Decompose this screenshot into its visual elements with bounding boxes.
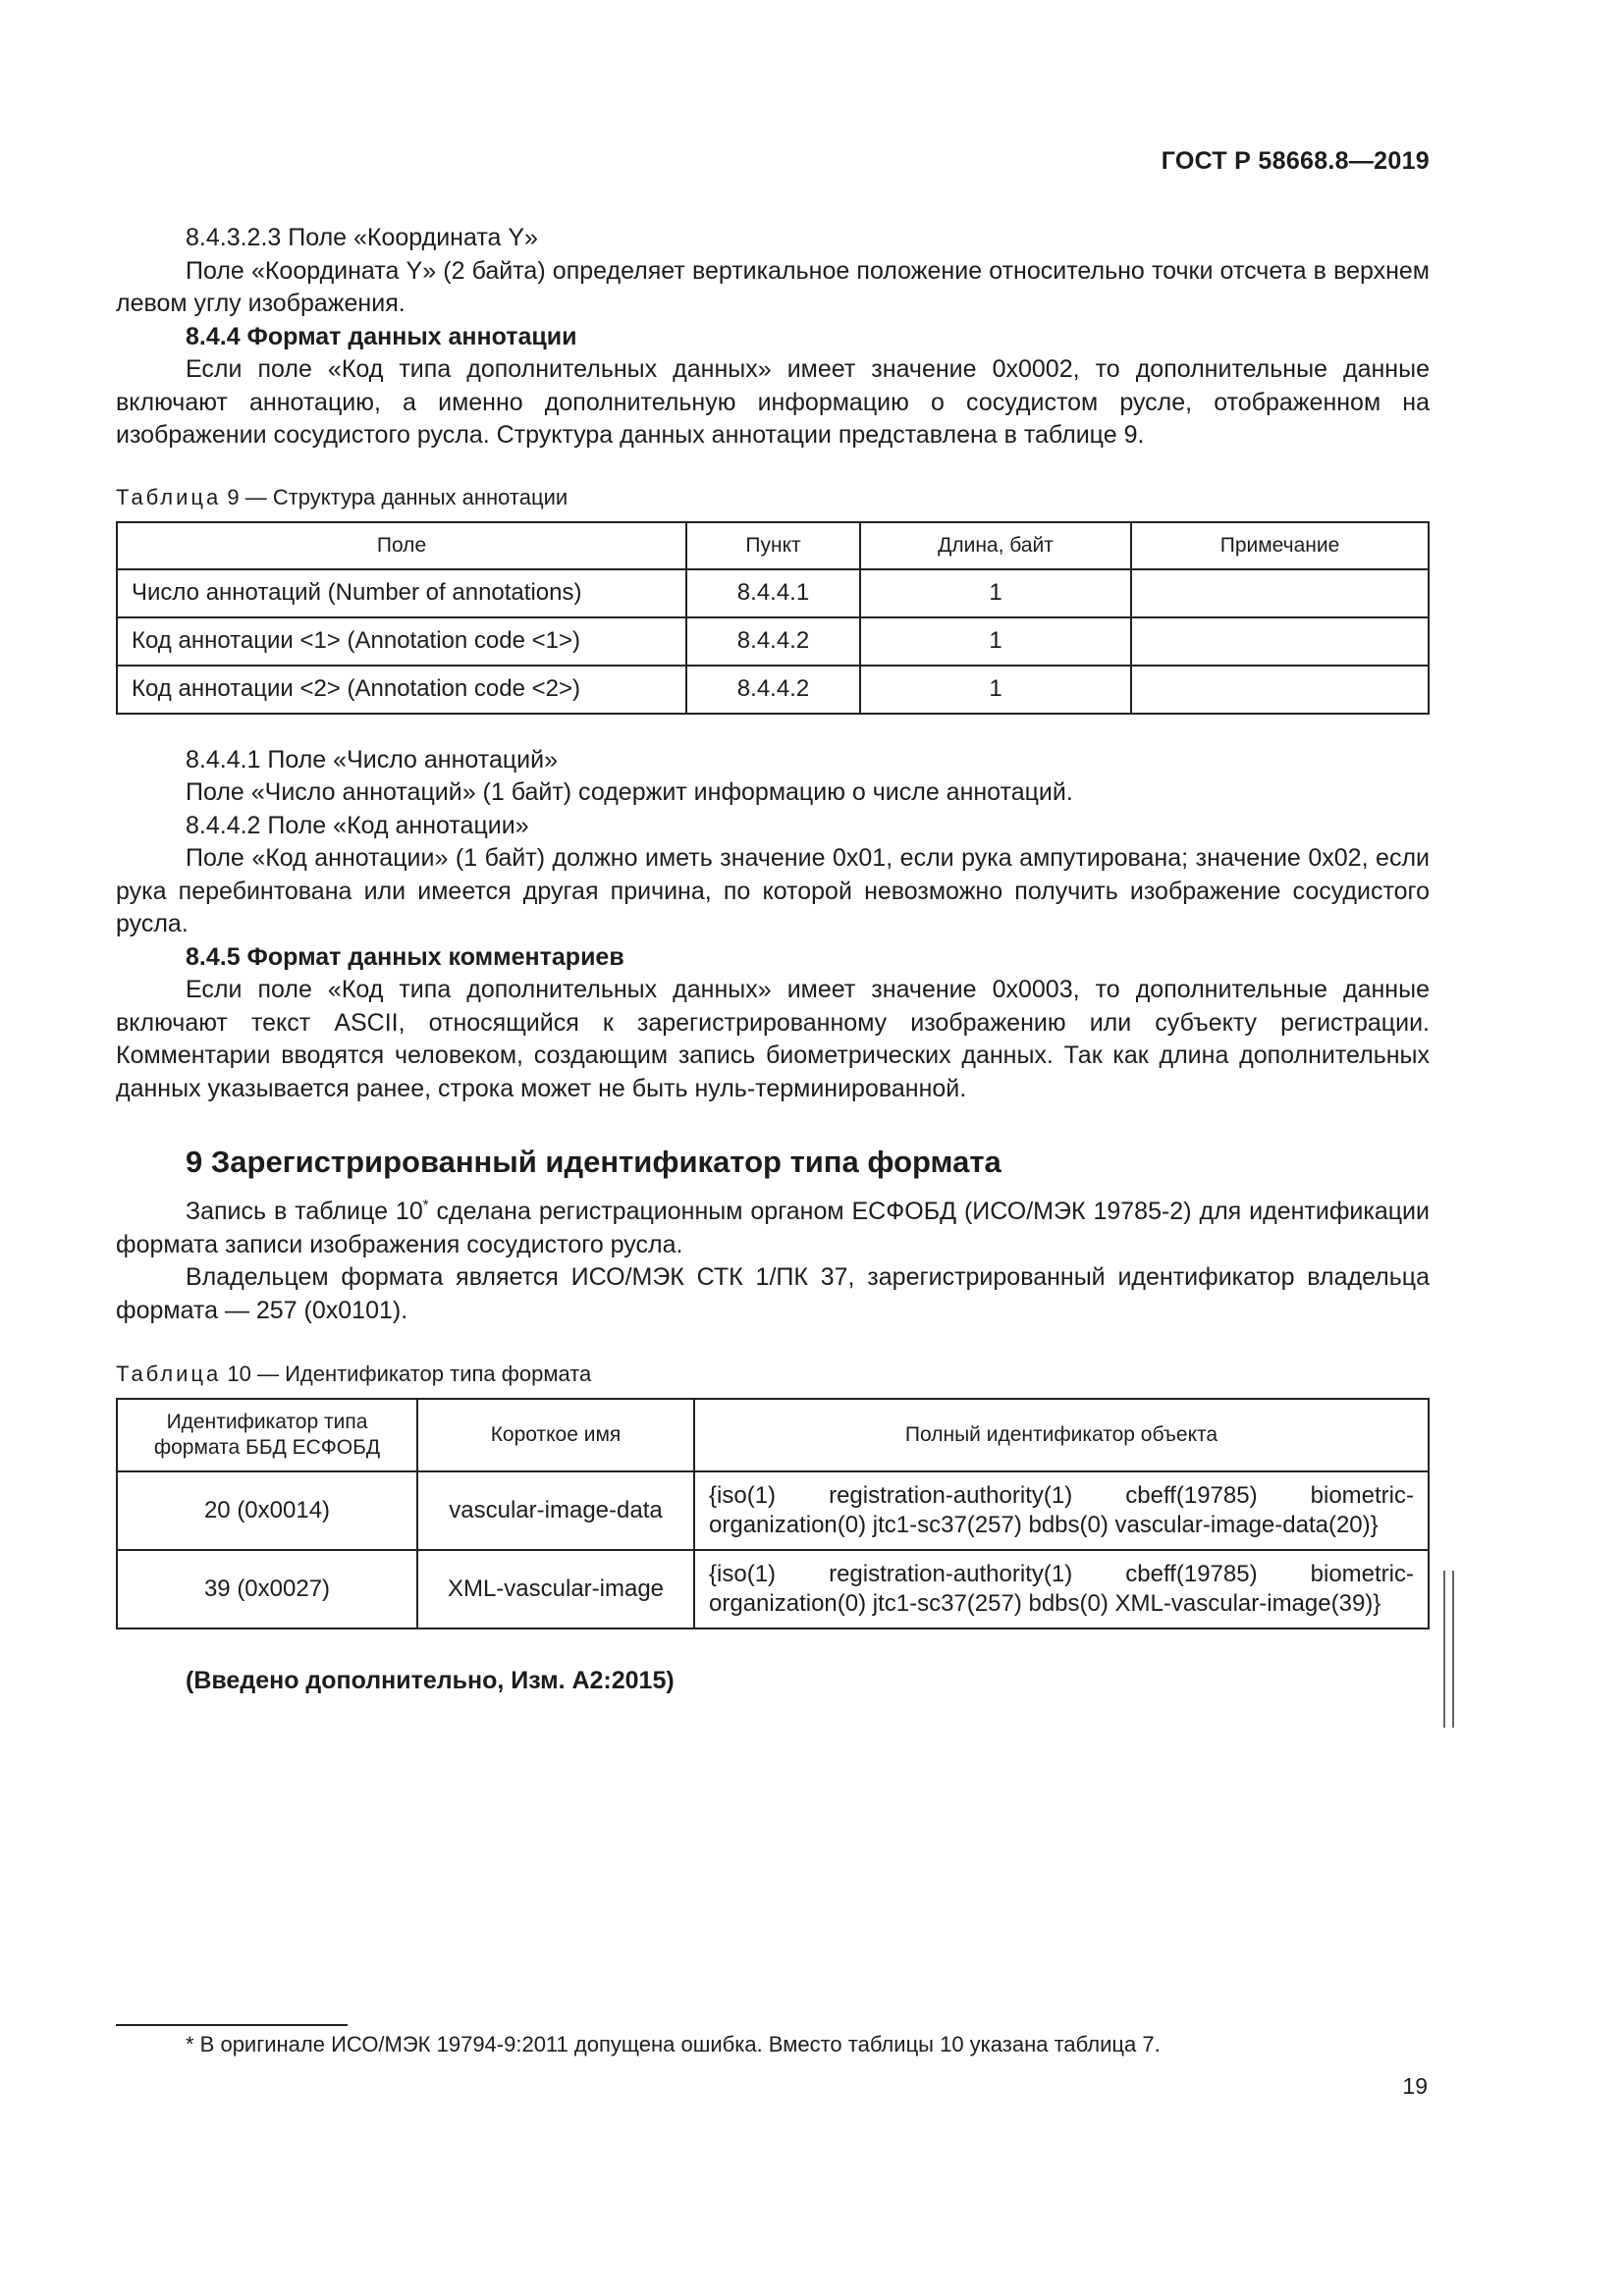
caption-title: 9 — Структура данных аннотации (221, 484, 568, 509)
table-cell (1131, 617, 1429, 666)
paragraph: Поле «Число аннотаций» (1 байт) содержит информацию о числе аннотаций. (186, 778, 1073, 806)
footnote-rule (116, 2024, 348, 2026)
table-cell: 8.4.4.2 (686, 617, 860, 666)
section-9-heading: 9 Зарегистрированный идентификатор типа формата (186, 1145, 1001, 1179)
page-number: 19 (1402, 2073, 1428, 2099)
table-cell (1131, 666, 1429, 714)
column-header: Длина, байт (860, 522, 1131, 569)
table-cell: 8.4.4.1 (686, 569, 860, 617)
paragraph: Поле «Код аннотации» (1 байт) должно иметь значение 0x01, если рука ампутирована; значение 0x02, если рука перебинтована или имеется другая причина, по которой невозможно получить изображение сосудистого русла. (116, 844, 1430, 937)
table-cell: 1 (860, 569, 1131, 617)
revision-bar (1443, 1571, 1454, 1728)
footnote-marker: * (422, 1197, 429, 1213)
text-run: Запись в таблице 10 (186, 1198, 423, 1225)
table-cell: vascular-image-data (417, 1471, 694, 1550)
column-header: Поле (117, 522, 686, 569)
table-row (117, 1550, 1429, 1629)
caption-title: 10 — Идентификатор типа формата (221, 1362, 592, 1386)
section-heading: 8.4.5 Формат данных комментариев (186, 942, 624, 971)
table-cell: 1 (860, 617, 1131, 666)
column-header: Короткое имя (417, 1399, 694, 1471)
table-cell: Код аннотации <2> (Annotation code <2>) (117, 666, 686, 714)
table-cell: Код аннотации <1> (Annotation code <1>) (117, 617, 686, 666)
document-code: ГОСТ Р 58668.8—2019 (1161, 147, 1430, 175)
table-caption (116, 484, 1430, 511)
clause-heading: 8.4.4.2 Поле «Код аннотации» (186, 811, 529, 839)
paragraph: Если поле «Код типа дополнительных данных» имеет значение 0x0002, то дополнительные данные включают аннотацию, а именно дополнительную информацию о сосудистом русле, отображенном на изображении сосудистого русла. Структура данных аннотации представлена в таблице 9. (116, 355, 1430, 449)
paragraph (116, 1196, 1430, 1261)
caption-prefix: Таблица (116, 484, 222, 509)
table-header-row (117, 522, 1429, 569)
footnote: * В оригинале ИСО/МЭК 19794-9:2011 допущена ошибка. Вместо таблицы 10 указана таблица 7. (186, 2032, 1161, 2056)
table-header-row (117, 1399, 1429, 1471)
table-cell: 20 (0x0014) (117, 1471, 417, 1550)
column-header: Идентификатор типа формата ББД ЕСФОБД (117, 1399, 417, 1471)
clause-heading: 8.4.3.2.3 Поле «Координата Y» (186, 224, 538, 251)
table-cell: {iso(1) registration-authority(1) cbeff(19785) biometric-organization(0) jtc1-sc37(257) bdbs(0) vascular-image-data(20)} (694, 1471, 1429, 1550)
annotation-structure-table (116, 521, 1430, 715)
table-cell: Число аннотаций (Number of annotations) (117, 569, 686, 617)
amendment-note: (Введено дополнительно, Изм. А2:2015) (186, 1667, 675, 1694)
paragraph: Владельцем формата является ИСО/МЭК СТК 1/ПК 37, зарегистрированный идентификатор владельца формата — 257 (0x0101). (116, 1263, 1430, 1324)
table-cell (1131, 569, 1429, 617)
paragraph: Поле «Координата Y» (2 байта) определяет вертикальное положение относительно точки отсчета в верхнем левом углу изображения. (116, 256, 1430, 317)
table-row (117, 569, 1429, 617)
column-header: Примечание (1131, 522, 1429, 569)
table-cell: 1 (860, 666, 1131, 714)
table-row (117, 666, 1429, 714)
table-caption (116, 1361, 1430, 1388)
page-body (116, 222, 1430, 1698)
table-cell: 8.4.4.2 (686, 666, 860, 714)
section-heading: 8.4.4 Формат данных аннотации (186, 322, 577, 350)
caption-prefix: Таблица (116, 1362, 222, 1386)
table-cell: 39 (0x0027) (117, 1550, 417, 1629)
column-header: Пункт (686, 522, 860, 569)
table-cell: XML-vascular-image (417, 1550, 694, 1629)
clause-heading: 8.4.4.1 Поле «Число аннотаций» (186, 745, 559, 774)
format-type-identifier-table (116, 1398, 1430, 1629)
table-row (117, 1471, 1429, 1550)
table-cell: {iso(1) registration-authority(1) cbeff(19785) biometric-organization(0) jtc1-sc37(257) bdbs(0) XML-vascular-image(39)} (694, 1550, 1429, 1629)
table-row (117, 617, 1429, 666)
column-header: Полный идентификатор объекта (694, 1399, 1429, 1471)
text-run: сделана регистрационным органом ЕСФОБД (ИСО/МЭК 19785-2) для идентификации формата записи изображения сосудистого русла. (116, 1198, 1430, 1258)
paragraph: Если поле «Код типа дополнительных данных» имеет значение 0x0003, то дополнительные данные включают текст ASCII, относящийся к зарегистрированному изображению или субъекту регистрации. Комментарии вводятся человеком, создающим запись биометрических данных. Так как длина дополнительных данных указывается ранее, строка может не быть нуль-терминированной. (116, 976, 1430, 1102)
